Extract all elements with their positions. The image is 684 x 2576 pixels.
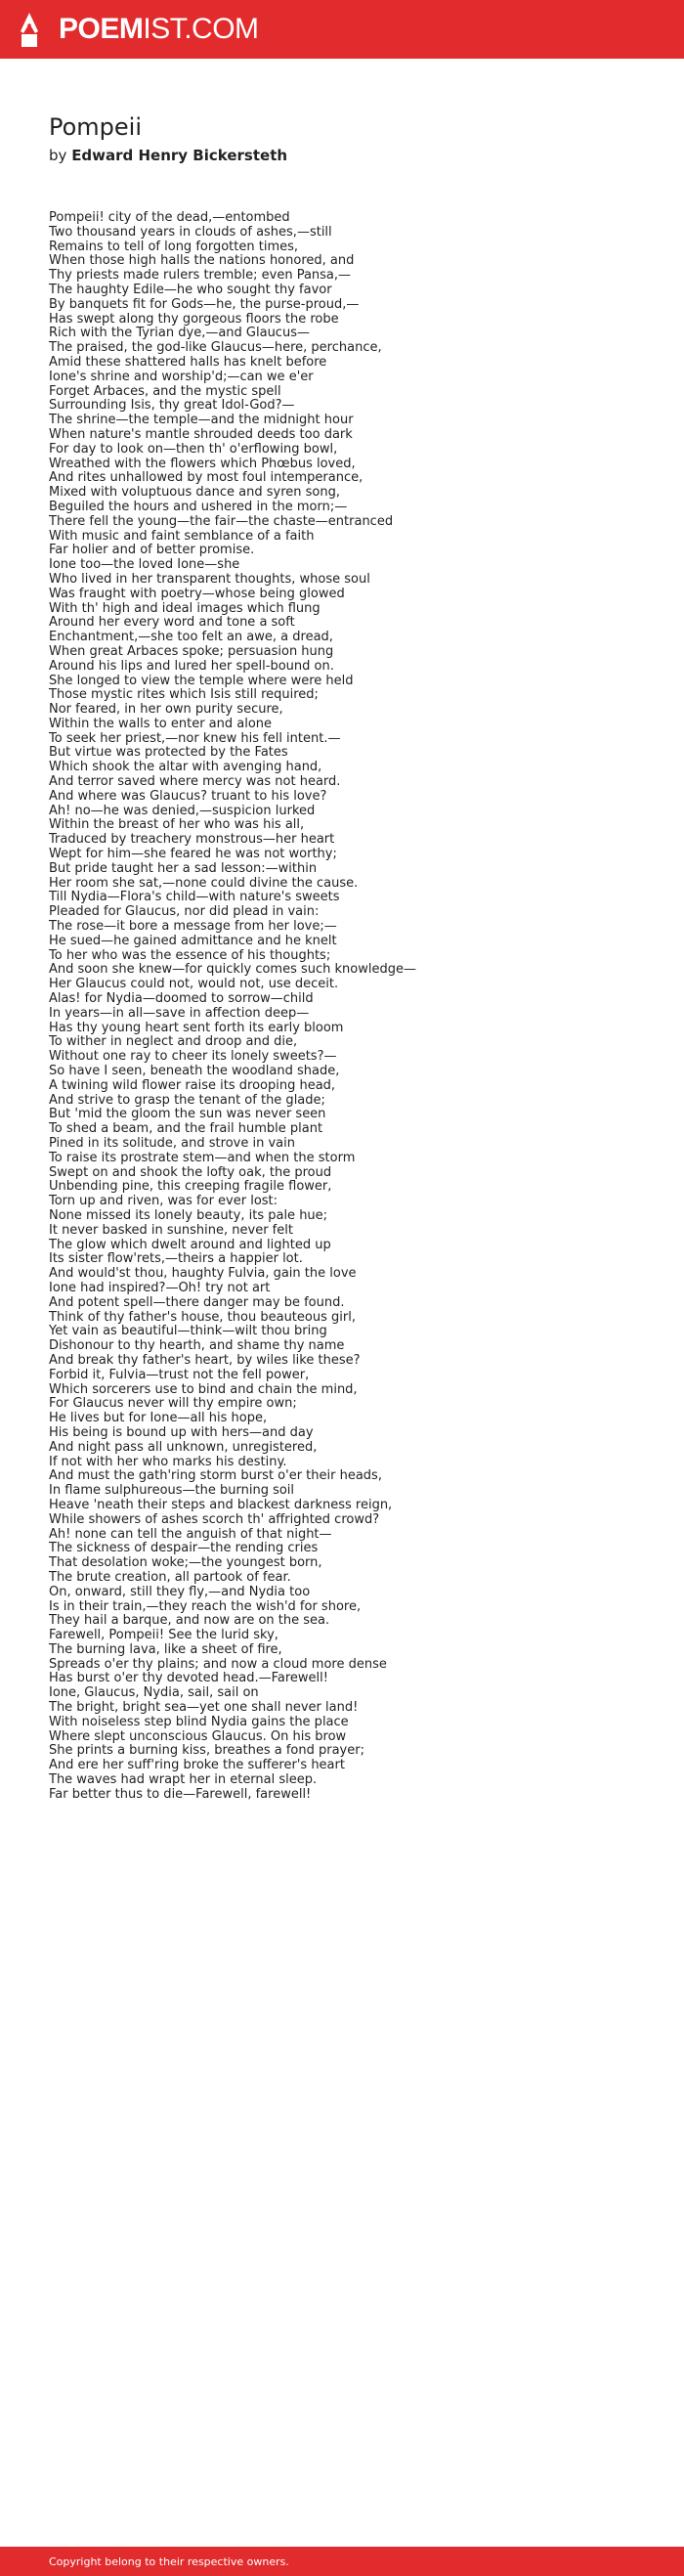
poem-line: Within the walls to enter and alone	[49, 716, 273, 731]
poem-line: Ione too—the loved Ione—she	[49, 557, 240, 573]
poem-line: And break thy father's heart, by wiles like these?	[49, 1352, 361, 1368]
poem-line: But pride taught her a sad lesson:—within	[49, 860, 318, 876]
poem-body	[49, 211, 655, 1803]
poem-line: To wither in neglect and droop and die,	[49, 1034, 298, 1050]
poem-line: Around her every word and tone a soft	[49, 615, 295, 631]
poem-line: Remains to tell of long forgotten times,	[49, 239, 299, 254]
poem-line: Around his lips and lured her spell-bound on.	[49, 658, 334, 674]
poem-line: Ione had inspired?—Oh! try not art	[49, 1280, 271, 1295]
poem-line: Who lived in her transparent thoughts, whose soul	[49, 571, 370, 587]
poem-line: Nor feared, in her own purity secure,	[49, 702, 283, 718]
site-header	[0, 0, 684, 59]
poem-line: A twining wild flower raise its drooping head,	[49, 1077, 336, 1093]
poem-line: Beguiled the hours and ushered in the morn;—	[49, 499, 348, 514]
poem-line: When nature's mantle shrouded deeds too dark	[49, 426, 353, 442]
poem-line: The sickness of despair—the rending cries	[49, 1541, 319, 1556]
poem-line: Within the breast of her who was his all,	[49, 817, 305, 833]
poem-line: They hail a barque, and now are on the sea.	[49, 1613, 330, 1629]
poem-line: The haughty Edile—he who sought thy favor	[49, 282, 332, 297]
poem-line: To her who was the essence of his thoughts;	[49, 947, 331, 963]
poem-line: Has burst o'er thy devoted head.—Farewell!	[49, 1671, 328, 1686]
poem-line: When great Arbaces spoke; persuasion hung	[49, 643, 334, 659]
poem-line: Surrounding Isis, thy great Idol-God?—	[49, 398, 295, 414]
poem-line: In flame sulphureous—the burning soil	[49, 1483, 295, 1499]
poem-line: Thy priests made rulers tremble; even Pansa,—	[49, 268, 352, 284]
poem-line: For day to look on—then th' o'erflowing bowl,	[49, 441, 338, 457]
poem-line: Pined in its solitude, and strove in vain	[49, 1136, 295, 1151]
poem-line: There fell the young—the fair—the chaste—entranced	[49, 513, 394, 529]
poem-line: His being is bound up with hers—and day	[49, 1424, 314, 1440]
poem-line: And must the gath'ring storm burst o'er their heads,	[49, 1468, 382, 1484]
poem-line: Wreathed with the flowers which Phœbus loved,	[49, 456, 356, 471]
poem-line: Ione's shrine and worship'd;—can we e'er	[49, 369, 314, 384]
poem-line: Enchantment,—she too felt an awe, a dread,	[49, 630, 333, 645]
poem-line: With noiseless step blind Nydia gains the place	[49, 1714, 349, 1729]
poem-line: And would'st thou, haughty Fulvia, gain the love	[49, 1266, 357, 1282]
poem-title: Pompeii	[49, 113, 143, 141]
poem-line: Her room she sat,—none could divine the cause.	[49, 875, 359, 891]
poem-line: Traduced by treachery monstrous—her heart	[49, 832, 335, 848]
poem-line: And night pass all unknown, unregistered,	[49, 1439, 318, 1455]
poem-line: On, onward, still they fly,—and Nydia too	[49, 1584, 311, 1599]
poem-line: Dishonour to thy hearth, and shame thy name	[49, 1338, 345, 1354]
poem-line: Swept on and shook the lofty oak, the proud	[49, 1164, 332, 1180]
poem-line: And rites unhallowed by most foul intemperance,	[49, 470, 363, 486]
poem-line: Mixed with voluptuous dance and syren song,	[49, 485, 340, 501]
poem-line: Pleaded for Glaucus, nor did plead in vain:	[49, 904, 320, 920]
poem-line: None missed its lonely beauty, its pale hue;	[49, 1207, 328, 1223]
poem-line: Ah! no—he was denied,—suspicion lurked	[49, 803, 316, 818]
pen-nib-icon[interactable]	[19, 12, 40, 47]
poem-line: That desolation woke;—the youngest born,	[49, 1555, 322, 1571]
poem-line: With music and faint semblance of a faith	[49, 528, 315, 544]
site-footer	[0, 2547, 684, 2576]
poem-line: Was fraught with poetry—whose being glowed	[49, 586, 345, 601]
poem-line: With th' high and ideal images which flung	[49, 600, 321, 616]
poem-line: The brute creation, all partook of fear.	[49, 1569, 291, 1585]
poem-line: And soon she knew—for quickly comes such knowledge—	[49, 962, 416, 978]
poem-line: Far holier and of better promise.	[49, 543, 255, 558]
poem-line: Yet vain as beautiful—think—wilt thou bring	[49, 1324, 327, 1339]
poem-line: Its sister flow'rets,—theirs a happier lot.	[49, 1251, 303, 1267]
poem-line: And terror saved where mercy was not heard.	[49, 774, 341, 790]
poem-line: Which sorcerers use to bind and chain the mind,	[49, 1381, 358, 1397]
byline	[49, 146, 287, 165]
logo-bold-text: POEM	[59, 13, 144, 45]
by-label: by	[49, 147, 67, 164]
poem-line: But 'mid the gloom the sun was never seen	[49, 1107, 326, 1122]
poem-line: Where slept unconscious Glaucus. On his brow	[49, 1728, 347, 1744]
poem-line: The burning lava, like a sheet of fire,	[49, 1641, 282, 1657]
poem-line: Forbid it, Fulvia—trust not the fell power,	[49, 1367, 310, 1382]
poem-line: And strive to grasp the tenant of the glade;	[49, 1092, 325, 1108]
poem-line: The rose—it bore a message from her love;—	[49, 919, 337, 935]
poem-line: Which shook the altar with avenging hand,	[49, 760, 322, 775]
poem-line: For Glaucus never will thy empire own;	[49, 1396, 297, 1412]
poem-line: Rich with the Tyrian dye,—and Glaucus—	[49, 326, 310, 341]
poem-line: To shed a beam, and the frail humble plant	[49, 1121, 323, 1137]
poem-line: When those high halls the nations honored, and	[49, 253, 355, 269]
poem-line: But virtue was protected by the Fates	[49, 745, 288, 761]
poem-line: Her Glaucus could not, would not, use deceit.	[49, 977, 339, 992]
poem-line: Is in their train,—they reach the wish'd for shore,	[49, 1598, 362, 1614]
poem-line: So have I seen, beneath the woodland shade,	[49, 1064, 340, 1079]
poem-line: Amid these shattered halls has knelt before	[49, 354, 327, 370]
poem-line: In years—in all—save in affection deep—	[49, 1005, 310, 1021]
poem-line: Far better thus to die—Farewell, farewell!	[49, 1786, 312, 1802]
poem-line: Alas! for Nydia—doomed to sorrow—child	[49, 991, 314, 1007]
poem-line: Farewell, Pompeii! See the lurid sky,	[49, 1628, 278, 1643]
poem-line: It never basked in sunshine, never felt	[49, 1222, 293, 1238]
poem-line: By banquets fit for Gods—he, the purse-proud,—	[49, 296, 360, 312]
poem-line: Those mystic rites which Isis still required;	[49, 687, 319, 703]
poem-line: Forget Arbaces, and the mystic spell	[49, 383, 281, 399]
poem-line: Without one ray to cheer its lonely sweets?—	[49, 1049, 337, 1065]
poem-line: And ere her suff'ring broke the sufferer's heart	[49, 1758, 345, 1773]
poem-line: He lives but for Ione—all his hope,	[49, 1411, 268, 1426]
poem-line: The waves had wrapt her in eternal sleep.	[49, 1772, 318, 1788]
poem-line: Pompeii! city of the dead,—entombed	[49, 210, 290, 225]
poem-line: Heave 'neath their steps and blackest darkness reign,	[49, 1497, 393, 1512]
poem-line: Think of thy father's house, thou beauteous girl,	[49, 1309, 356, 1325]
poem-line: Wept for him—she feared he was not worthy;	[49, 847, 337, 862]
poem-line: Two thousand years in clouds of ashes,—still	[49, 224, 332, 240]
poem-line: If not with her who marks his destiny.	[49, 1454, 287, 1469]
copyright-text: Copyright belong to their respective owners.	[49, 2555, 289, 2568]
poem-line: To raise its prostrate stem—and when the storm	[49, 1150, 356, 1165]
poem-line: To seek her priest,—nor knew his fell intent.—	[49, 730, 341, 746]
poem-line: Ione, Glaucus, Nydia, sail, sail on	[49, 1685, 259, 1701]
poem-line: She longed to view the temple where were held	[49, 673, 354, 688]
poem-line: Ah! none can tell the anguish of that night—	[49, 1526, 332, 1542]
poem-line: Spreads o'er thy plains; and now a cloud more dense	[49, 1656, 387, 1672]
poem-line: And potent spell—there danger may be found.	[49, 1294, 345, 1310]
poem-line: Unbending pine, this creeping fragile flower,	[49, 1179, 332, 1195]
author-link[interactable]: Edward Henry Bickersteth	[71, 147, 288, 164]
poem-line: And where was Glaucus? truant to his love?	[49, 788, 327, 804]
poem-line: He sued—he gained admittance and he knelt	[49, 933, 337, 948]
site-logo[interactable]	[59, 13, 259, 46]
poem-line: The praised, the god-like Glaucus—here, perchance,	[49, 340, 382, 356]
poem-line: The bright, bright sea—yet one shall never land!	[49, 1700, 359, 1716]
poem-line: Has thy young heart sent forth its early bloom	[49, 1020, 344, 1035]
poem-line: Till Nydia—Flora's child—with nature's sweets	[49, 890, 340, 905]
poem-line: Torn up and riven, was for ever lost:	[49, 1194, 278, 1209]
poem-line: She prints a burning kiss, breathes a fond prayer;	[49, 1743, 364, 1759]
logo-rest-text: IST.COM	[143, 13, 259, 45]
poem-line: The shrine—the temple—and the midnight hour	[49, 413, 354, 428]
poem-line: While showers of ashes scorch th' affrighted crowd?	[49, 1511, 380, 1527]
poem-line: The glow which dwelt around and lighted up	[49, 1237, 331, 1252]
poem-line: Has swept along thy gorgeous floors the robe	[49, 311, 339, 327]
